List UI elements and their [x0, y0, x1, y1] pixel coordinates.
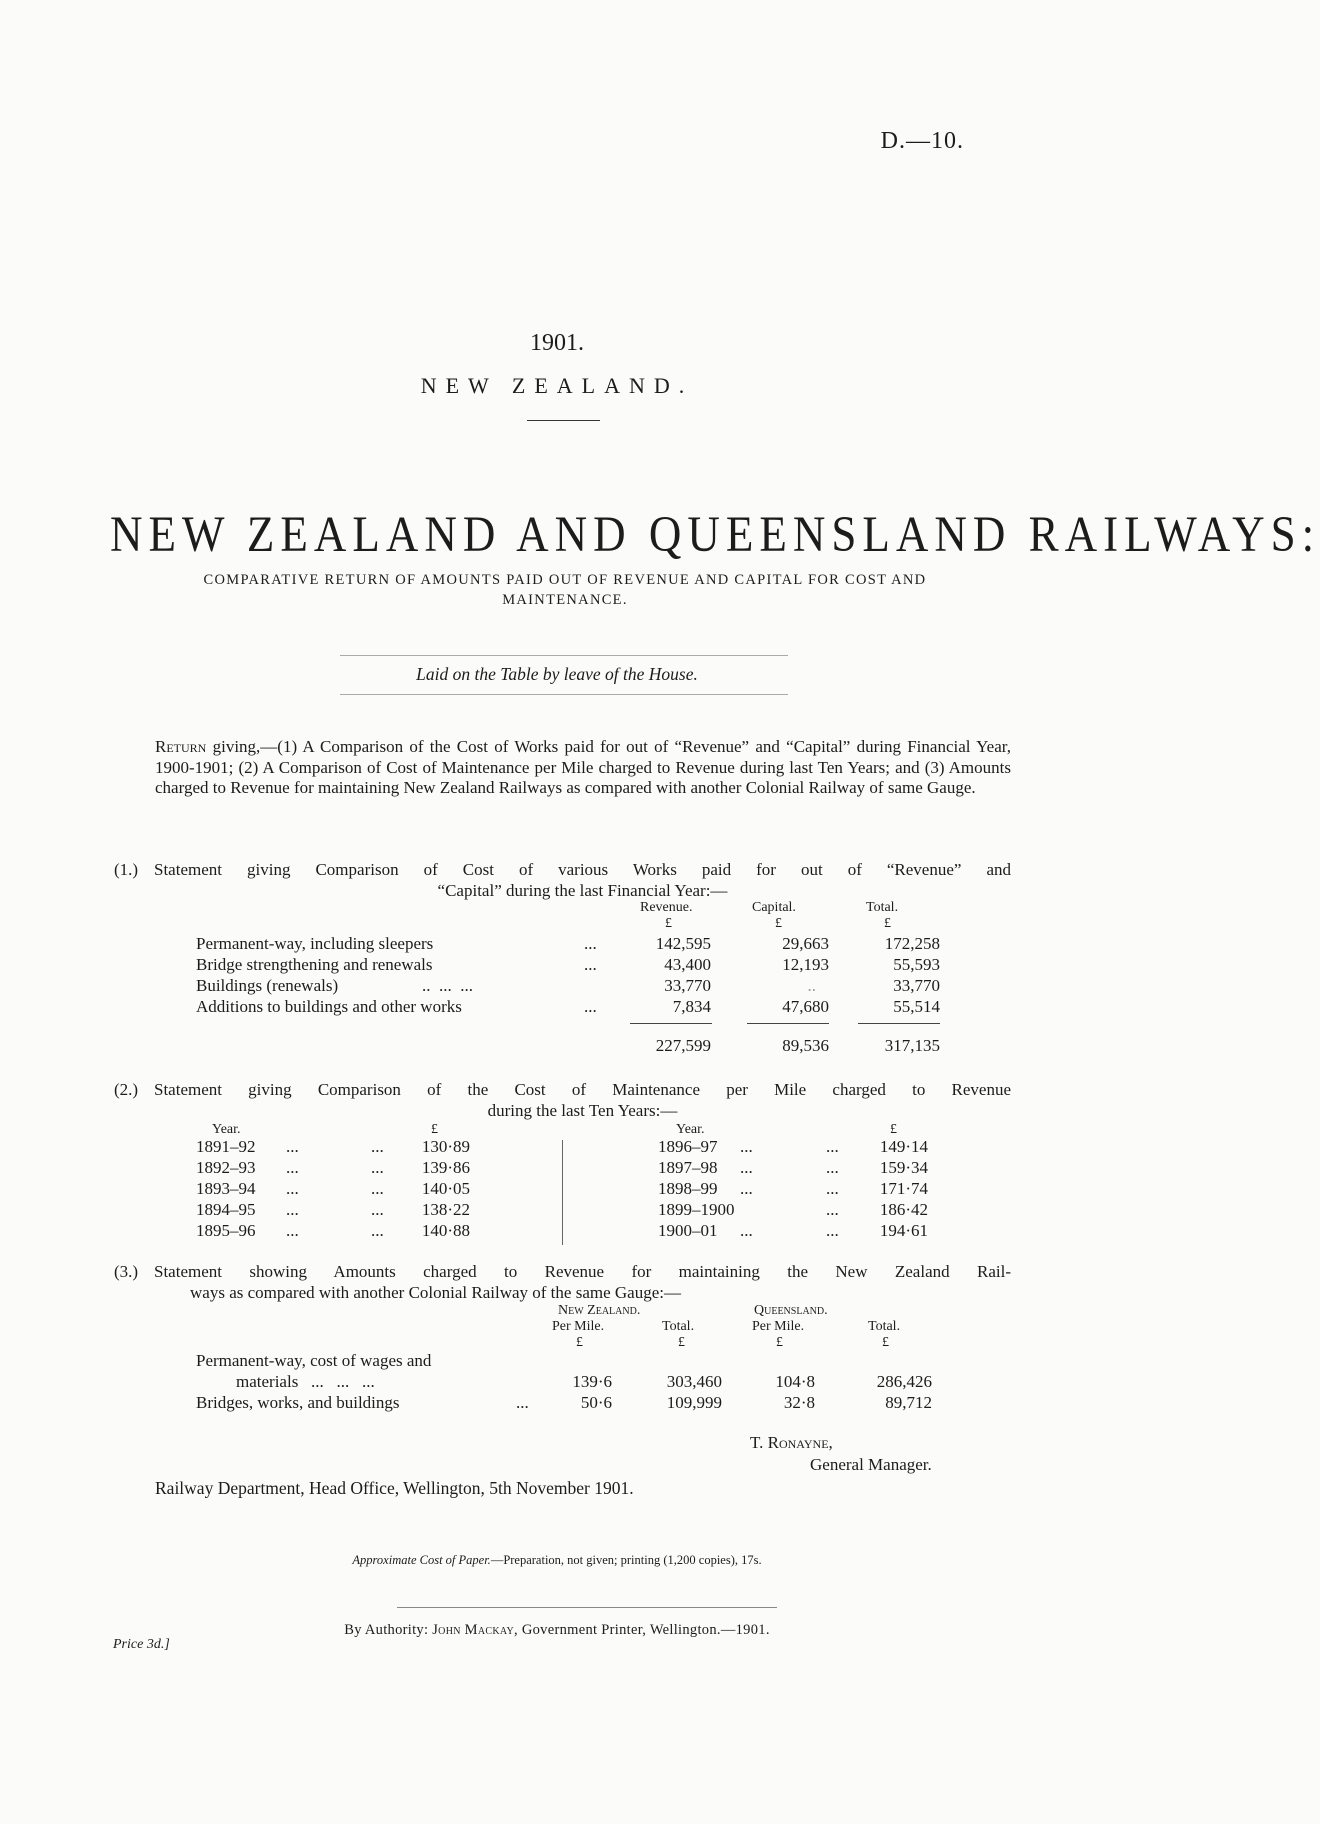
- leader-dots: ...: [371, 1200, 384, 1219]
- year: 1894–95: [196, 1200, 256, 1219]
- capital-total: 89,536: [782, 1036, 829, 1055]
- table-row: [196, 997, 940, 1017]
- row-label: Bridges, works, and buildings: [196, 1393, 400, 1412]
- leader-dots: ...: [584, 997, 597, 1016]
- leader-dots: ...: [371, 1137, 384, 1156]
- year: 1898–99: [658, 1179, 718, 1198]
- paper-cost-note: [0, 1553, 1114, 1568]
- divider: [397, 1607, 777, 1608]
- section-3-line-2: ways as compared with another Colonial Railway of the same Gauge:—: [190, 1282, 681, 1302]
- leader-dots: ...: [826, 1158, 839, 1177]
- table-row: [196, 1221, 470, 1241]
- total-value: 172,258: [884, 934, 940, 953]
- year-column-header: Year.: [676, 1122, 705, 1137]
- intro-text: giving,—(1) A Comparison of the Cost of Works paid for out of “Revenue” and “Capital” during Financial Year, 1900-1901; (2) A Comparison of Cost of Maintenance per Mile charged to Revenue during last Ten Years; and (3) Amounts charged to Revenue for maintaining New Zealand Railways as compared with another Colonial Railway of same Gauge.: [155, 737, 1011, 797]
- year: 1897–98: [658, 1158, 718, 1177]
- capital-value: 29,663: [782, 934, 829, 953]
- capital-value: ..: [807, 976, 816, 995]
- section-1-heading: [114, 860, 1011, 901]
- table-row: [196, 934, 940, 954]
- leader-dots: ...: [740, 1137, 753, 1156]
- leader-dots: ...: [826, 1200, 839, 1219]
- signatory-role: General Manager.: [810, 1455, 932, 1474]
- document-number: D.—10.: [880, 128, 964, 154]
- value: 194·61: [879, 1221, 928, 1240]
- price-note: Price 3d.]: [113, 1637, 170, 1652]
- paper-cost-label: Approximate Cost of Paper.: [352, 1553, 491, 1567]
- row-label: Buildings (renewals): [196, 976, 339, 995]
- grand-total: 317,135: [884, 1036, 940, 1055]
- leader-dots: ...: [286, 1179, 299, 1198]
- table-row: [658, 1137, 928, 1157]
- value: 140·05: [421, 1179, 470, 1198]
- authority-prefix: By Authority:: [344, 1622, 433, 1638]
- value: 139·86: [421, 1158, 470, 1177]
- currency-symbol: £: [882, 1335, 889, 1350]
- total-value: 33,770: [893, 976, 940, 995]
- value: 130·89: [421, 1137, 470, 1156]
- divider: [340, 694, 788, 695]
- value: 149·14: [879, 1137, 928, 1156]
- country-heading: NEW ZEALAND.: [420, 373, 694, 398]
- row-label: Additions to buildings and other works: [196, 997, 462, 1016]
- leader-dots: ...: [826, 1179, 839, 1198]
- nz-per-mile: 139·6: [572, 1372, 612, 1391]
- table-row: [196, 1200, 470, 1220]
- section-1-line-1: Statement giving Comparison of Cost of various Works paid for out of “Revenue” and: [154, 860, 1011, 879]
- maintenance-per-mile-table: [196, 1122, 946, 1248]
- printer-name: John Mackay: [432, 1622, 514, 1638]
- divider: [527, 420, 600, 421]
- q-per-mile: 104·8: [775, 1372, 815, 1391]
- table-row: [196, 1393, 932, 1413]
- value: 140·88: [421, 1221, 470, 1240]
- intro-paragraph: [155, 737, 1011, 799]
- signatory-name: T. Ronayne,: [750, 1433, 833, 1452]
- total-value: 55,593: [893, 955, 940, 974]
- section-2-line-2: during the last Ten Years:—: [487, 1100, 678, 1120]
- leader-dots: ...: [516, 1393, 529, 1412]
- year: 1893–94: [196, 1179, 256, 1198]
- value: 159·34: [879, 1158, 928, 1177]
- currency-symbol: £: [776, 1335, 783, 1350]
- currency-symbol: £: [884, 916, 891, 931]
- leader-dots: ...: [584, 934, 597, 953]
- intro-lead: Return: [155, 737, 207, 756]
- row-label: Bridge strengthening and renewals: [196, 955, 433, 974]
- sum-rule: [858, 1023, 940, 1024]
- section-number: (3.): [114, 1262, 139, 1281]
- column-header-total: Total.: [662, 1319, 695, 1334]
- page-subtitle: COMPARATIVE RETURN OF AMOUNTS PAID OUT OF REVENUE AND CAPITAL FOR COST AND MAINTENANCE.: [203, 572, 927, 608]
- section-2-line-1: Statement giving Comparison of the Cost of Maintenance per Mile charged to Revenue: [154, 1080, 1011, 1099]
- leader-dots: ...: [286, 1137, 299, 1156]
- leader-dots: ...: [826, 1137, 839, 1156]
- leader-dots: ...: [371, 1179, 384, 1198]
- column-header-capital: Capital.: [752, 900, 796, 915]
- nz-per-mile: 50·6: [580, 1393, 612, 1412]
- leader-dots: ...: [740, 1221, 753, 1240]
- leader-dots: ...: [371, 1221, 384, 1240]
- column-header-revenue: Revenue.: [640, 900, 693, 915]
- revenue-value: 142,595: [655, 934, 711, 953]
- year: 1900–01: [658, 1221, 718, 1240]
- leader-dots: .. ... ...: [422, 976, 473, 995]
- total-value: 55,514: [893, 997, 940, 1016]
- sum-rule: [630, 1023, 712, 1024]
- section-1-line-2: “Capital” during the last Financial Year:—: [437, 880, 728, 900]
- capital-value: 12,193: [782, 955, 829, 974]
- row-label: Permanent-way, including sleepers: [196, 934, 434, 953]
- revenue-total: 227,599: [655, 1036, 711, 1055]
- value: 171·74: [879, 1179, 928, 1198]
- revenue-value: 43,400: [664, 955, 711, 974]
- q-per-mile: 32·8: [783, 1393, 815, 1412]
- table-row: [658, 1221, 928, 1241]
- row-label: Permanent-way, cost of wages and: [196, 1351, 432, 1370]
- year: 1891–92: [196, 1137, 256, 1156]
- printer-imprint: [0, 1622, 1114, 1639]
- revenue-value: 33,770: [664, 976, 711, 995]
- year: 1896–97: [658, 1137, 718, 1156]
- year-column-header: Year.: [212, 1122, 241, 1137]
- leader-dots: ...: [740, 1158, 753, 1177]
- column-header-total: Total.: [868, 1319, 901, 1334]
- department-line: Railway Department, Head Office, Wellington, 5th November 1901.: [155, 1478, 634, 1498]
- table-row: [658, 1179, 928, 1199]
- column-header-per-mile: Per Mile.: [752, 1319, 805, 1334]
- leader-dots: ...: [584, 955, 597, 974]
- leader-dots: ...: [740, 1179, 753, 1198]
- section-3-line-1: Statement showing Amounts charged to Revenue for maintaining the New Zealand Rail-: [154, 1262, 1011, 1281]
- currency-symbol: £: [665, 916, 672, 931]
- table-row: [196, 955, 940, 975]
- leader-dots: ...: [286, 1200, 299, 1219]
- nz-total: 109,999: [666, 1393, 722, 1412]
- laid-on-table-note: Laid on the Table by leave of the House.: [416, 664, 698, 684]
- currency-symbol: £: [576, 1335, 583, 1350]
- section-number: (1.): [114, 860, 139, 879]
- group-header-queensland: Queensland.: [754, 1303, 828, 1318]
- table-row: [196, 1137, 470, 1157]
- table-row: [196, 1372, 932, 1392]
- value: 186·42: [879, 1200, 928, 1219]
- table-row: [196, 976, 940, 996]
- section-2-heading: [114, 1080, 1011, 1121]
- table-row: [658, 1200, 928, 1220]
- currency-symbol: £: [678, 1335, 685, 1350]
- section-3-heading: [114, 1262, 1011, 1303]
- column-header-total: Total.: [866, 900, 899, 915]
- row-label: materials ... ... ...: [236, 1372, 375, 1391]
- leader-dots: ...: [286, 1158, 299, 1177]
- authority-suffix: , Government Printer, Wellington.—1901.: [514, 1622, 770, 1638]
- page-title: NEW ZEALAND AND QUEENSLAND RAILWAYS:: [110, 506, 1320, 563]
- table-row: [196, 1158, 470, 1178]
- year: 1895–96: [196, 1221, 256, 1240]
- paper-cost-text: —Preparation, not given; printing (1,200 copies), 17s.: [490, 1553, 762, 1567]
- q-total: 286,426: [876, 1372, 932, 1391]
- year-heading: 1901.: [530, 330, 584, 356]
- value: 138·22: [421, 1200, 470, 1219]
- currency-symbol: £: [431, 1122, 438, 1137]
- sum-rule: [747, 1023, 829, 1024]
- leader-dots: ...: [371, 1158, 384, 1177]
- capital-value: 47,680: [782, 997, 829, 1016]
- leader-dots: ...: [826, 1221, 839, 1240]
- table-row: [196, 1179, 470, 1199]
- q-total: 89,712: [885, 1393, 932, 1412]
- currency-symbol: £: [890, 1122, 897, 1137]
- column-header-per-mile: Per Mile.: [552, 1319, 605, 1334]
- year: 1892–93: [196, 1158, 256, 1177]
- year: 1899–1900: [658, 1200, 735, 1219]
- leader-dots: ...: [286, 1221, 299, 1240]
- table-row: [658, 1158, 928, 1178]
- divider: [340, 655, 788, 656]
- nz-total: 303,460: [666, 1372, 722, 1391]
- revenue-comparison-table: [196, 1303, 956, 1428]
- section-number: (2.): [114, 1080, 139, 1099]
- group-header-new-zealand: New Zealand.: [558, 1303, 641, 1318]
- column-divider: [562, 1140, 563, 1245]
- revenue-value: 7,834: [672, 997, 711, 1016]
- currency-symbol: £: [775, 916, 782, 931]
